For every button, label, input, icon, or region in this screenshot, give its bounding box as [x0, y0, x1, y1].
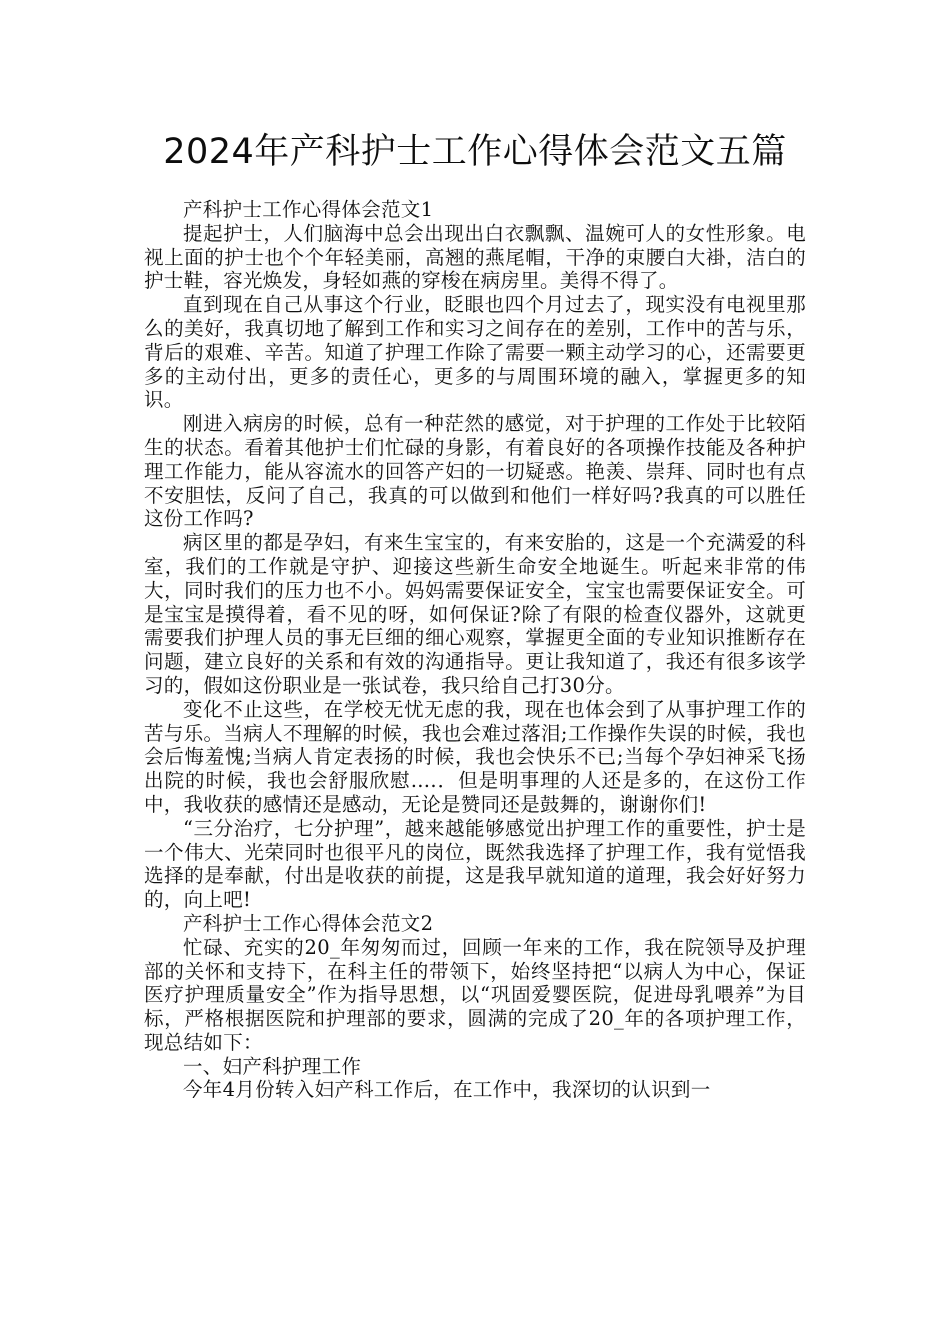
paragraph: “三分治疗，七分护理”，越来越能够感觉出护理工作的重要性，护士是一个伟大、光荣同时也很平凡的岗位，既然我选择了护理工作，我有觉悟我选择的是奉献，付出是收获的前提，这是我早就知道的道理，我会好好努力的，向上吧! — [144, 816, 806, 912]
paragraph: 变化不止这些，在学校无忧无虑的我，现在也体会到了从事护理工作的苦与乐。当病人不理解的时候，我也会难过落泪;工作操作失误的时候，我也会后悔羞愧;当病人肯定表扬的时候，我也会快乐不已;当每个孕妇神采飞扬出院的时候，我也会舒服欣慰….．但是明事理的人还是多的，在这份工作中，我收获的感情还是感动，无论是赞同还是鼓舞的，谢谢你们! — [144, 697, 806, 816]
paragraph: 今年4月份转入妇产科工作后，在工作中，我深切的认识到一 — [183, 1078, 711, 1102]
paragraph: 忙碌、充实的20_年匆匆而过，回顾一年来的工作，我在院领导及护理部的关怀和支持下，在科主任的带领下，始终坚持把“以病人为中心，保证医疗护理质量安全”作为指导思想，以“巩固爱婴医院，促进母乳喂养”为目标，严格根据医院和护理部的要求，圆满的完成了20_年的各项护理工作，现总结如下： — [144, 935, 806, 1054]
section-heading-1: 产科护士工作心得体会范文1 — [183, 198, 434, 221]
paragraph: 病区里的都是孕妇，有来生宝宝的，有来安胎的，这是一个充满爱的科室，我们的工作就是守护、迎接这些新生命安全地诞生。听起来非常的伟大，同时我们的压力也不小。妈妈需要保证安全，宝宝也需要保证安全。可是宝宝是摸得着，看不见的呀，如何保证?除了有限的检查仪器外，这就更需要我们护理人员的事无巨细的细心观察，掌握更全面的专业知识推断存在问题，建立良好的关系和有效的沟通指导。更让我知道了，我还有很多该学习的，假如这份职业是一张试卷，我只给自己打30分。 — [144, 531, 806, 697]
document-title: 2024年产科护士工作心得体会范文五篇 — [163, 132, 787, 172]
paragraph: 直到现在自己从事这个行业，眨眼也四个月过去了，现实没有电视里那么的美好，我真切地了解到工作和实习之间存在的差别，工作中的苦与乐，背后的艰难、辛苦。知道了护理工作除了需要一颗主动学习的心，还需要更多的主动付出，更多的责任心，更多的与周围环境的融入，掌握更多的知识。 — [144, 293, 806, 412]
paragraph: 刚进入病房的时候，总有一种茫然的感觉，对于护理的工作处于比较陌生的状态。看着其他护士们忙碌的身影，有着良好的各项操作技能及各种护理工作能力，能从容流水的回答产妇的一切疑惑。艳羡、崇拜、同时也有点不安胆怯，反问了自己，我真的可以做到和他们一样好吗?我真的可以胜任这份工作吗? — [144, 412, 806, 531]
paragraph: 提起护士，人们脑海中总会出现出白衣飘飘、温婉可人的女性形象。电视上面的护士也个个年轻美丽，高翘的燕尾帽，干净的束腰白大褂，洁白的护士鞋，容光焕发，身轻如燕的穿梭在病房里。美得不得了。 — [144, 221, 806, 293]
subsection-heading: 一、妇产科护理工作 — [183, 1054, 362, 1078]
document-body — [144, 198, 806, 1102]
section-heading-2: 产科护士工作心得体会范文2 — [183, 911, 434, 935]
